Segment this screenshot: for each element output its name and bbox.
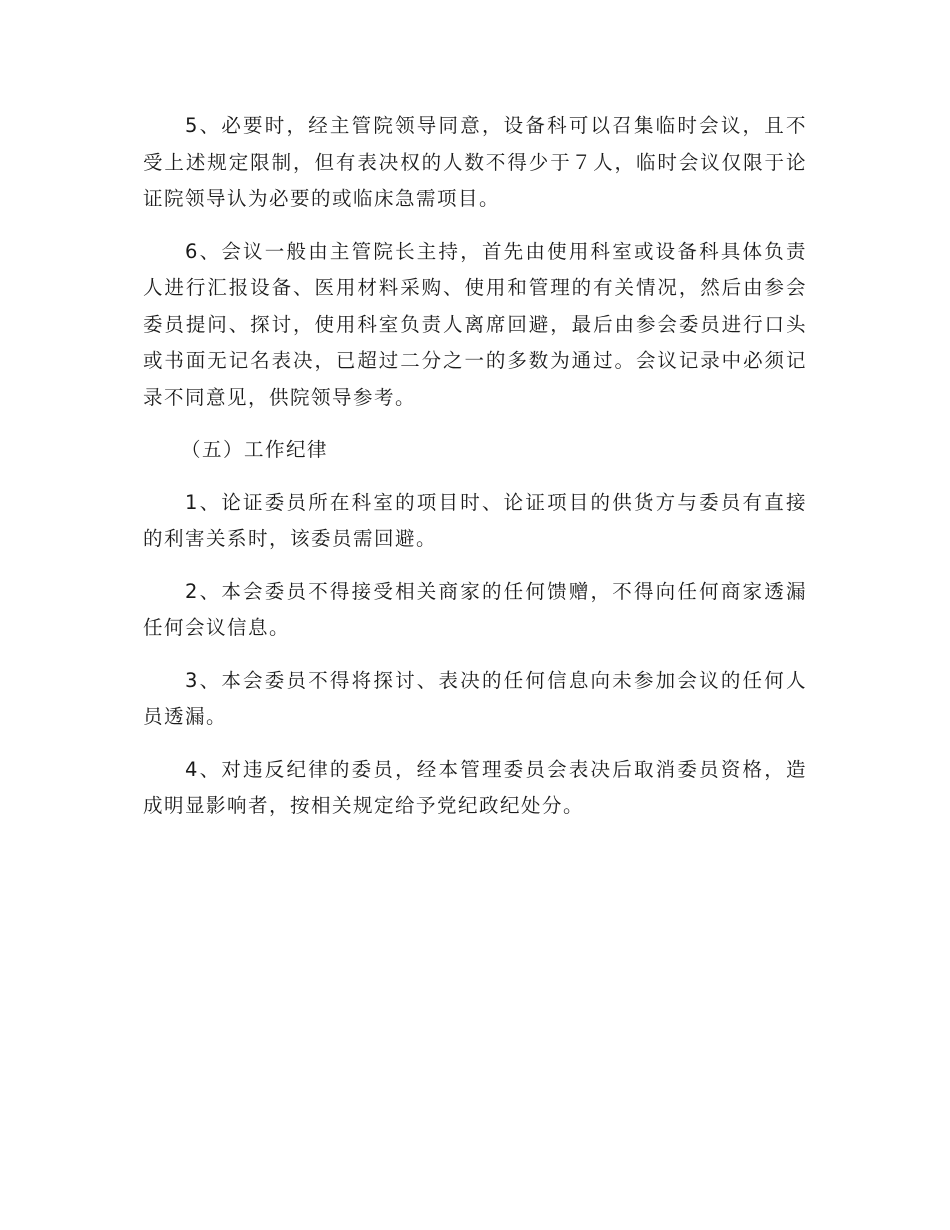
discipline-item-3: 3、本会委员不得将探讨、表决的任何信息向未参加会议的任何人员透漏。 (143, 668, 807, 728)
discipline-item-1: 1、论证委员所在科室的项目时、论证项目的供货方与委员有直接的利害关系时，该委员需回避。 (143, 490, 807, 550)
paragraph-item-6: 6、会议一般由主管院长主持，首先由使用科室或设备科具体负责人进行汇报设备、医用材料采购、使用和管理的有关情况，然后由参会委员提问、探讨，使用科室负责人离席回避，最后由参会委员进行口头或书面无记名表决，已超过二分之一的多数为通过。会议记录中必须记录不同意见，供院领导参考。 (143, 239, 807, 409)
document-body (143, 108, 807, 841)
paragraph-item-5: 5、必要时，经主管院领导同意，设备科可以召集临时会议，且不受上述规定限制，但有表决权的人数不得少于７人，临时会议仅限于论证院领导认为必要的或临床急需项目。 (143, 114, 807, 210)
discipline-item-2: 2、本会委员不得接受相关商家的任何馈赠，不得向任何商家透漏任何会议信息。 (143, 579, 807, 639)
section-heading-work-discipline: （五）工作纪律 (181, 438, 329, 461)
discipline-item-4: 4、对违反纪律的委员，经本管理委员会表决后取消委员资格，造成明显影响者，按相关规定给予党纪政纪处分。 (143, 757, 807, 817)
